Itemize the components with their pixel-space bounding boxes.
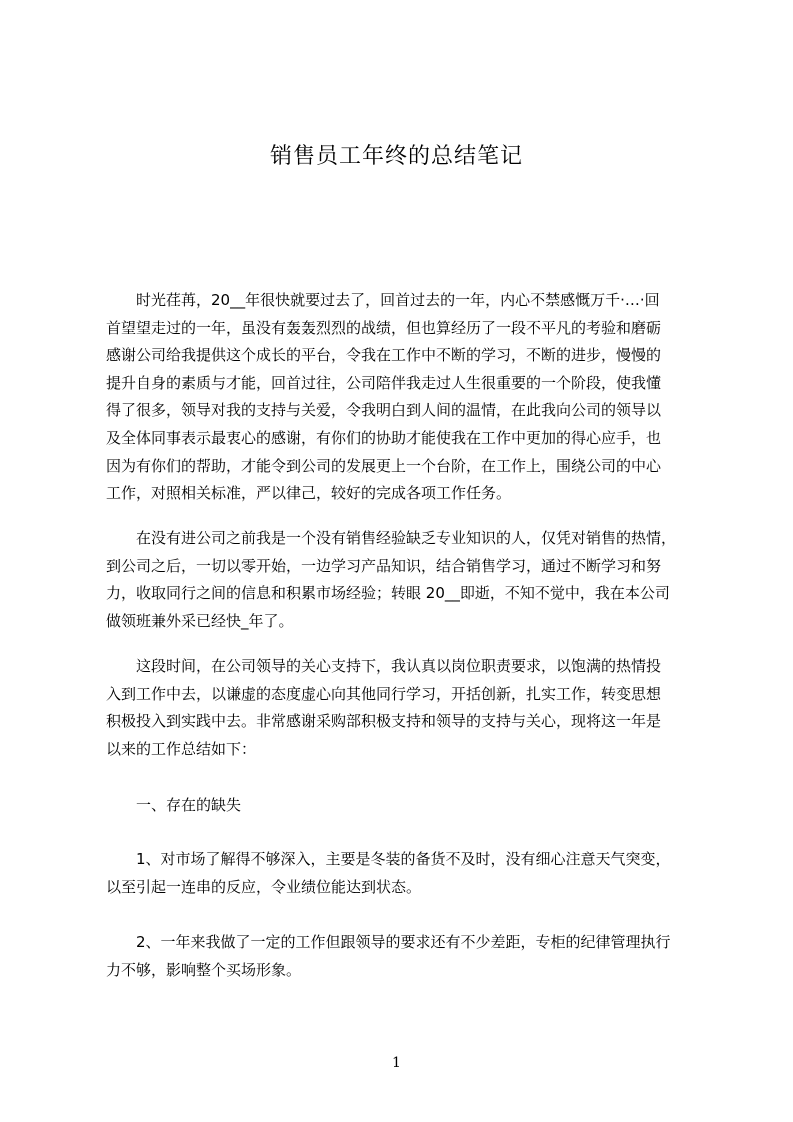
- paragraph-before-joining: [106, 525, 698, 635]
- paragraph-line: 力，收取同行之间的信息和积累市场经验；转眼 20__即逝，不知不觉中，我在本公司: [106, 584, 670, 603]
- paragraph-shortcoming-1: [106, 846, 698, 901]
- paragraph-line: 工作，对照相关标准，严以律己，较好的完成各项工作任务。: [106, 484, 512, 503]
- paragraph-line: 入到工作中去，以谦虚的态度虚心向其他同行学习，开括创新，扎实工作，转变思想: [106, 684, 662, 703]
- document-title: 销售员工年终的总结笔记: [269, 144, 523, 169]
- paragraph-line: 以来的工作总结如下：: [106, 739, 257, 758]
- paragraph-intro: [106, 287, 698, 508]
- paragraph-line: 2、一年来我做了一定的工作但跟领导的要求还有不少差距，专柜的纪律管理执行: [106, 933, 671, 951]
- paragraph-line: 提升自身的素质与才能，回首过往，公司陪伴我走过人生很重要的一个阶段，使我懂: [106, 373, 662, 392]
- paragraph-line: 做领班兼外采已经快_年了。: [106, 611, 294, 630]
- paragraph-line: 到公司之后，一切以零开始，一边学习产品知识，结合销售学习，通过不断学习和努: [106, 556, 662, 575]
- paragraph-line: 在没有进公司之前我是一个没有销售经验缺乏专业知识的人，仅凭对销售的热情，: [106, 529, 677, 547]
- paragraph-line: 得了很多，领导对我的支持与关爱，令我明白到人间的温情，在此我向公司的领导以: [106, 401, 662, 420]
- paragraph-line: 感谢公司给我提供这个成长的平台，令我在工作中不断的学习，不断的进步，慢慢的: [106, 346, 662, 365]
- paragraph-shortcoming-2: [106, 929, 698, 984]
- paragraph-line: 时光荏苒，20__年很快就要过去了，回首过去的一年，内心不禁感慨万千·…·回: [106, 291, 660, 309]
- paragraph-line: 因为有你们的帮助，才能令到公司的发展更上一个台阶，在工作上，围绕公司的中心: [106, 456, 662, 475]
- paragraph-line: 及全体同事表示最衷心的感谢，有你们的协助才能使我在工作中更加的得心应手，也: [106, 428, 662, 447]
- page-number: 1: [392, 1055, 401, 1071]
- paragraph-line: 积极投入到实践中去。非常感谢采购部积极支持和领导的支持与关心，现将这一年是: [106, 712, 662, 731]
- paragraph-line: 首望望走过的一年，虽没有轰轰烈烈的战绩，但也算经历了一段不平凡的考验和磨砺: [106, 318, 662, 337]
- paragraph-line: 以至引起一连串的反应，令业绩位能达到状态。: [106, 877, 422, 896]
- paragraph-line: 力不够，影响整个买场形象。: [106, 960, 302, 979]
- paragraph-line: 1、对市场了解得不够深入，主要是冬装的备货不及时，没有细心注意天气突变，: [106, 850, 671, 868]
- section-heading: 一、存在的缺失: [106, 796, 242, 814]
- section-heading-shortcomings: [106, 792, 698, 820]
- paragraph-line: 这段时间，在公司领导的关心支持下，我认真以岗位职责要求，以饱满的热情投: [106, 657, 662, 675]
- paragraph-work-period: [106, 653, 698, 763]
